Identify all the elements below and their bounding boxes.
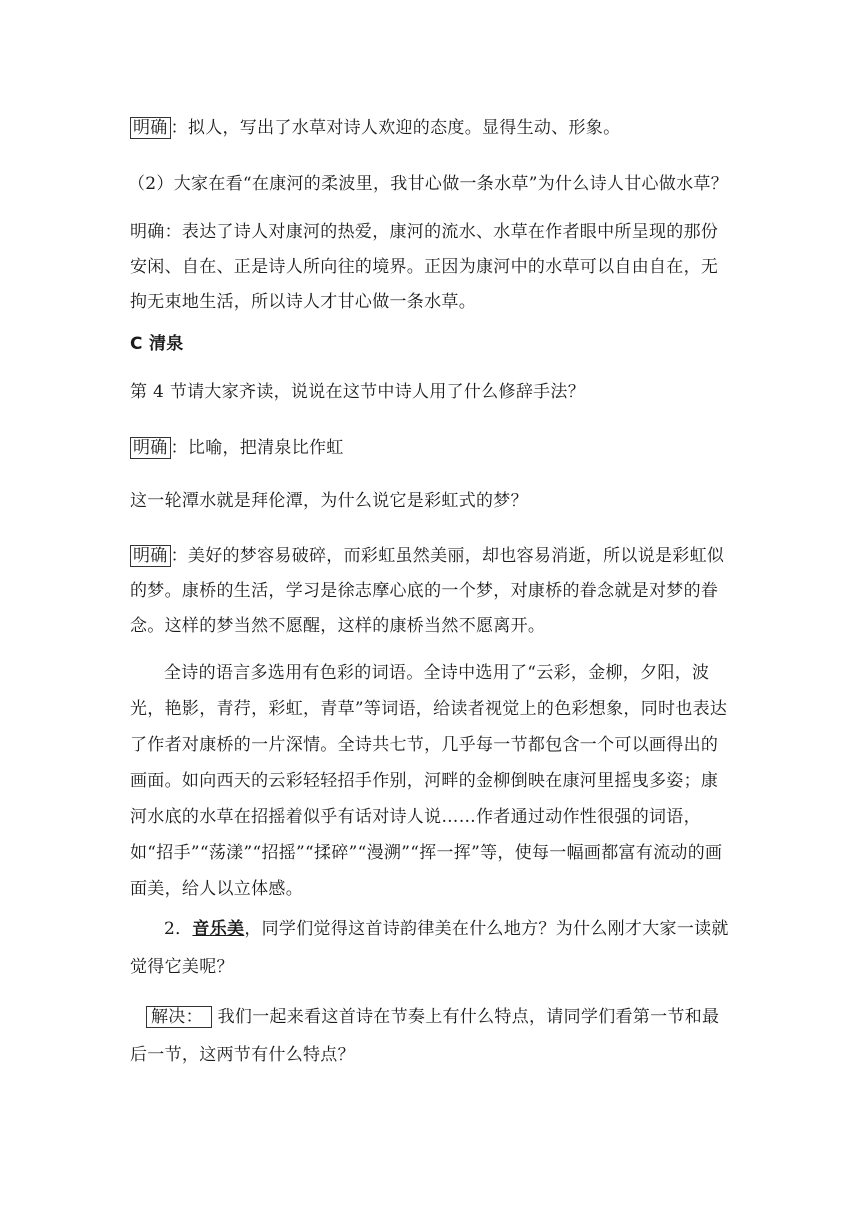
- answer-text: ：拟人，写出了水草对诗人欢迎的态度。显得生动、形象。: [170, 118, 621, 138]
- solve-text: 我们一起来看这首诗在节奏上有什么特点，请同学们看第一节和最后一节，这两节有什么特点？: [130, 1007, 720, 1065]
- answer-text: ：美好的梦容易破碎，而彩虹虽然美丽，却也容易消逝，所以说是彩虹似的梦。康桥的生活，学习是徐志摩心底的一个梦，对康桥的眷念就是对梦的眷念。这样的梦当然不愿醒，这样的康桥当然不愿离开。: [130, 546, 725, 636]
- answer-label-box: 明确: [130, 545, 171, 567]
- answer-personification: [130, 111, 730, 146]
- answer-label-box: 明确: [130, 437, 171, 459]
- answer-text: ：比喻，把清泉比作虹: [170, 438, 344, 458]
- question-rhetoric: 第 4 节请大家齐读，说说在这节中诗人用了什么修辞手法？: [130, 382, 586, 402]
- question-rainbow-dream: 这一轮潭水就是拜伦潭，为什么说它是彩虹式的梦？: [130, 491, 528, 511]
- question-waterweed: （2）大家在看“在康河的柔波里，我甘心做一条水草”为什么诗人甘心做水草？: [128, 174, 728, 194]
- music-beauty-paragraph: [130, 910, 730, 986]
- answer-rainbow-dream: [130, 539, 730, 644]
- item-number: 2．: [164, 919, 193, 939]
- solve-paragraph: [130, 998, 730, 1074]
- answer-waterweed: 明确：表达了诗人对康河的热爱，康河的流水、水草在作者眼中所呈现的那份安闲、自在、正是诗人所向往的境界。正因为康河中的水草可以自由自在，无拘无束地生活，所以诗人才甘心做一条水草。: [130, 222, 719, 312]
- section-heading-c: C 清泉: [130, 334, 184, 354]
- solve-label-box: 解决：: [146, 1006, 212, 1028]
- answer-metaphor: [130, 431, 730, 466]
- answer-label-box: 明确: [130, 117, 171, 139]
- summary-paragraph: 全诗的语言多选用有色彩的词语。全诗中选用了“云彩，金柳，夕阳，波光，艳影，青荇，彩虹，青草”等词语，给读者视觉上的色彩想象，同时也表达了作者对康桥的一片深情。全诗共七节，几乎每一节都包含一个可以画得出的画面。如向西天的云彩轻轻招手作别，河畔的金柳倒映在康河里摇曳多姿；康河水底的水草在招摇着似乎有话对诗人说……作者通过动作性很强的词语，如“招手”“荡漾”“招摇”“揉碎”“漫溯”“挥一挥”等，使每一幅画都富有流动的画面美，给人以立体感。: [130, 663, 728, 899]
- music-beauty-title: 音乐美: [192, 919, 245, 939]
- music-beauty-text: ，同学们觉得这首诗韵律美在什么地方？为什么刚才大家一读就觉得它美呢？: [130, 919, 729, 977]
